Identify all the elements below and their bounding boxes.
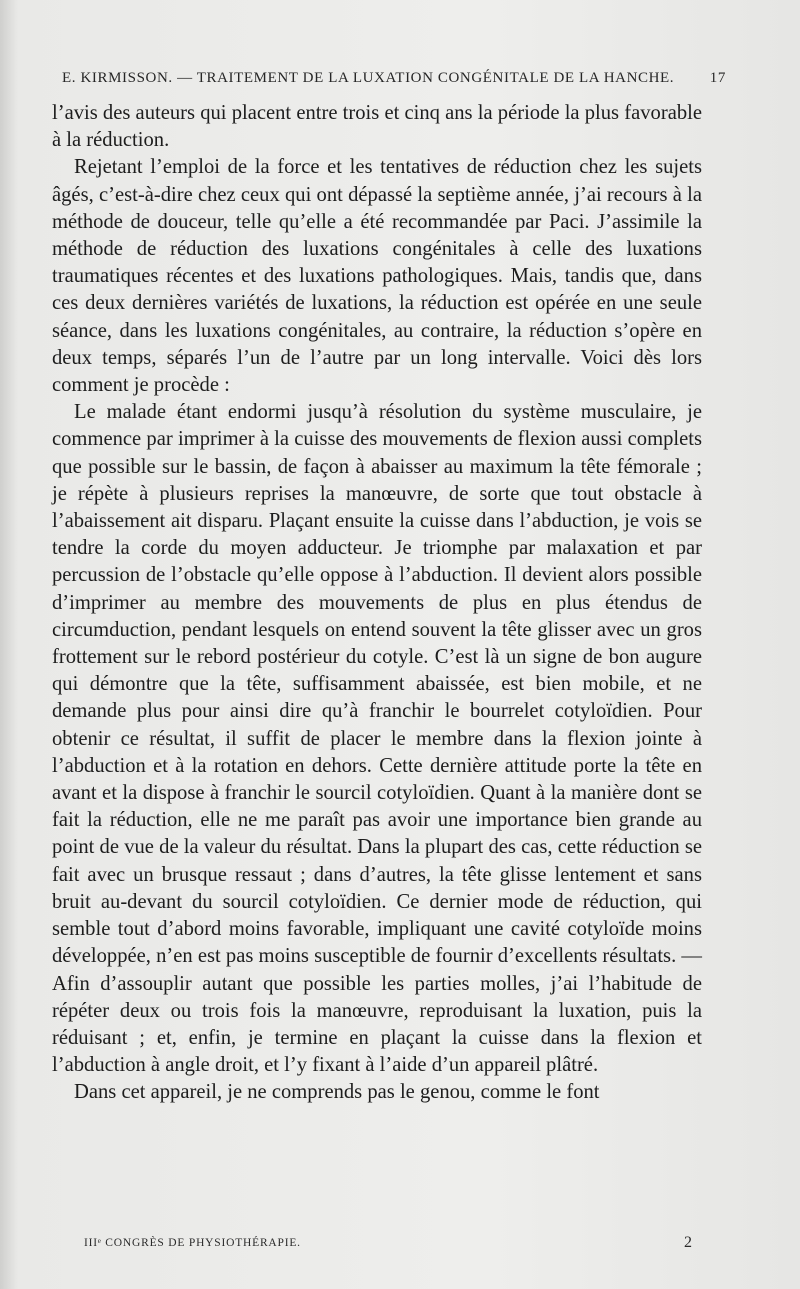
- paragraph: Le malade étant endormi jusqu’à résolution du système musculaire, je commence par imprimer à la cuisse des mouvements de flexion aussi complets que possible sur le bassin, de façon à abaisser au maximum la tête fémorale ; je répète à plusieurs reprises la manœuvre, de sorte que tout obstacle à l’abaissement ait disparu. Plaçant ensuite la cuisse dans l’abduction, je vois se tendre la corde du moyen adducteur. Je triomphe par malaxation et par percussion de l’obstacle qu’elle oppose à l’abduction. Il devient alors possible d’imprimer au membre des mouvements de plus en plus étendus de circumduction, pendant lesquels on entend souvent la tête glisser avec un gros frottement sur le rebord postérieur du cotyle. C’est là un signe de bon augure qui démontre que la tête, suffisamment abaissée, est bien mobile, et ne demande plus pour ainsi dire qu’à franchir le bourrelet cotyloïdien. Pour obtenir ce résultat, il suffit de placer le membre dans la flexion jointe à l’abduction et à la rotation en dehors. Cette dernière attitude porte la tête en avant et la dispose à franchir le sourcil cotyloïdien. Quant à la manière dont se fait la réduction, elle ne me paraît pas avoir une importance bien grande au point de vue de la valeur du résultat. Dans la plupart des cas, cette réduction se fait avec un brusque ressaut ; dans d’autres, la tête glisse lentement et sans bruit au-devant du sourcil cotyloïdien. Ce dernier mode de réduction, qui semble tout d’abord moins favorable, impliquant une cavité cotyloïde moins développée, n’en est pas moins susceptible de fournir d’excellents résultats. — Afin d’assouplir autant que possible les parties molles, j’ai l’habitude de répéter deux ou trois fois la manœuvre, reproduisant la luxation, puis la réduisant ; et, enfin, je termine en plaçant la cuisse dans la flexion et l’abduction à angle droit, et l’y fixant à l’aide d’un appareil plâtré.: [52, 401, 702, 1077]
- body-text: [52, 100, 702, 1107]
- signature-text: IIIᵉ CONGRÈS DE PHYSIOTHÉRAPIE.: [84, 1237, 301, 1249]
- running-title: E. KIRMISSON. — TRAITEMENT DE LA LUXATION CONGÉNITALE DE LA HANCHE.: [62, 70, 675, 86]
- footer-signature-line: [84, 1234, 704, 1251]
- page-number: 17: [709, 70, 726, 86]
- paragraph-continuation: l’avis des auteurs qui placent entre trois et cinq ans la période la plus favorable à la réduction.: [52, 102, 702, 152]
- signature-mark: 2: [684, 1234, 692, 1251]
- paragraph: Dans cet appareil, je ne comprends pas le genou, comme le font: [74, 1081, 600, 1104]
- running-head: [62, 70, 726, 87]
- paragraph: Rejetant l’emploi de la force et les tentatives de réduction chez les sujets âgés, c’est-à-dire chez ceux qui ont dépassé la septième année, j’ai recours à la méthode de douceur, telle qu’elle a été recommandée par Paci. J’assimile la méthode de réduction des luxations congénitales à celle des luxations traumatiques récentes et des luxations pathologiques. Mais, tandis que, dans ces deux dernières variétés de luxations, la réduction est opérée en une seule séance, dans les luxations congénitales, au contraire, la réduction s’opère en deux temps, séparés l’un de l’autre par un long intervalle. Voici dès lors comment je procède :: [52, 156, 702, 397]
